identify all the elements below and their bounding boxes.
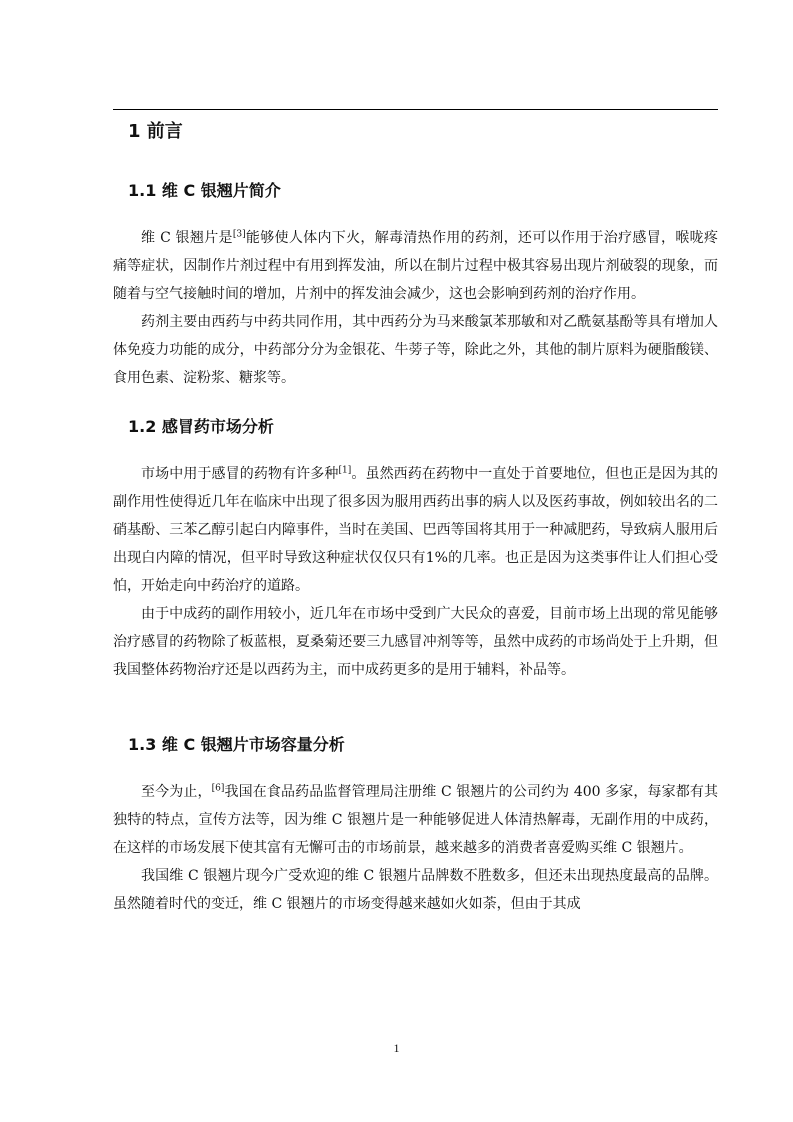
header-rule (113, 109, 718, 110)
paragraph: 维 C 银翘片是[3]能够使人体内下火，解毒清热作用的药剂，还可以作用于治疗感冒，喉咙疼痛等症状，因制作片剂过程中有用到挥发油，所以在制片过程中极其容易出现片剂破裂的现象，而随着与空气接触时间的增加，片剂中的挥发油会减少，这也会影响到药剂的治疗作用。 (113, 229, 718, 302)
paragraph: 市场中用于感冒的药物有许多种[1]。虽然西药在药物中一直处于首要地位，但也正是因为其的副作用性使得近几年在临床中出现了很多因为服用西药出事的病人以及医药事故，例如较出名的二硝基酚、三苯乙醇引起白内障事件，当时在美国、巴西等国将其用于一种减肥药，导致病人服用后出现白内障的情况，但平时导致这种症状仅仅只有1%的几率。也正是因为这类事件让人们担心受怕，开始走向中药治疗的道路。 (113, 465, 719, 594)
section-heading-1-2: 1.2 感冒药市场分析 (128, 417, 274, 436)
section-heading-1-1: 1.1 维 C 银翘片简介 (128, 181, 281, 200)
page-number: 1 (393, 1041, 400, 1055)
paragraph: 药剂主要由西药与中药共同作用，其中西药分为马来酸氯苯那敏和对乙酰氨基酚等具有增加人体免疫力功能的成分，中药部分分为金银花、牛蒡子等，除此之外，其他的制片原料为硬脂酸镁、食用色素、淀粉浆、糖浆等。 (113, 314, 718, 386)
paragraph: 我国维 C 银翘片现今广受欢迎的维 C 银翘片品牌数不胜数多，但还未出现热度最高的品牌。虽然随着时代的变迁，维 C 银翘片的市场变得越来越如火如荼，但由于其成 (113, 868, 718, 912)
page-content (113, 118, 718, 918)
chapter-heading: 1 前言 (128, 121, 183, 142)
section-heading-1-3: 1.3 维 C 银翘片市场容量分析 (128, 735, 345, 754)
citation-ref: [6] (211, 783, 225, 794)
paragraph: 至今为止，[6]我国在食品药品监督管理局注册维 C 银翘片的公司约为 400 多家，每家都有其独特的特点，宣传方法等，因为维 C 银翘片是一种能够促进人体清热解毒，无副作用的中成药，在这样的市场发展下使其富有无懈可击的市场前景，越来越多的消费者喜爱购买维 C 银翘片。 (113, 783, 719, 856)
paragraph: 由于中成药的副作用较小，近几年在市场中受到广大民众的喜爱，目前市场上出现的常见能够治疗感冒的药物除了板蓝根，夏桑菊还要三九感冒冲剂等等，虽然中成药的市场尚处于上升期，但我国整体药物治疗还是以西药为主，而中成药更多的是用于辅料，补品等。 (113, 606, 718, 678)
citation-ref: [3] (232, 229, 246, 240)
citation-ref: [1] (338, 465, 352, 476)
